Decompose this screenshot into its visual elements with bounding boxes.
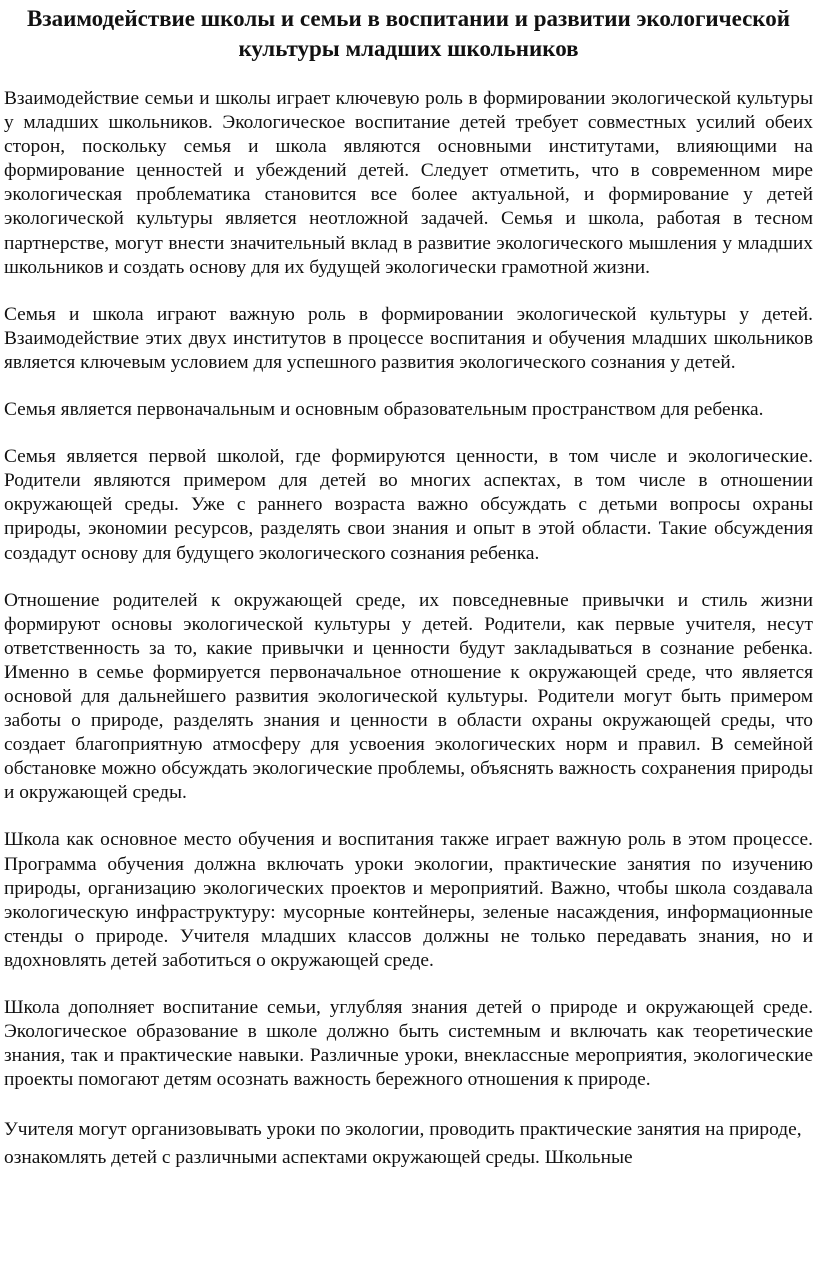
- paragraph-school-complements: Школа дополняет воспитание семьи, углубляя знания детей о природе и окружающей среде. Экологическое образование в школе должно быть системным и включать как теоретические знания, так и практические навыки. Различные уроки, внеклассные мероприятия, экологические проекты помогают детям осознать важность бережного отношения к природе.: [4, 997, 813, 1091]
- paragraph-teachers: Учителя могут организовывать уроки по экологии, проводить практические занятия на природе, ознакомлять детей с различными аспектами окружающей среды. Школьные: [4, 1119, 802, 1169]
- paragraph-family-first-school: Семья является первой школой, где формируются ценности, в том числе и экологические. Родители являются примером для детей во многих аспектах, в том числе в отношении окружающей среды. Уже с раннего возраста важно обсуждать с детьми вопросы охраны природы, экономии ресурсов, разделять свои знания и опыт в этой области. Такие обсуждения создадут основу для будущего экологического сознания ребенка.: [4, 446, 813, 564]
- document-title: Взаимодействие школы и семьи в воспитании и развитии экологической культуры младших школьников: [26, 6, 791, 61]
- paragraph-family-primary-space: Семья является первоначальным и основным образовательным пространством для ребенка.: [4, 399, 764, 421]
- paragraph-intro: Взаимодействие семьи и школы играет ключевую роль в формировании экологической культуры у младших школьников. Экологическое воспитание детей требует совместных усилий обеих сторон, поскольку семья и школа являются основными институтами, влияющими на формирование ценностей и убеждений детей. Следует отметить, что в современном мире экологическая проблематика становится все более актуальной, и формирование у детей экологической культуры является неотложной задачей. Семья и школа, работая в тесном партнерстве, могут внести значительный вклад в развитие экологического мышления у младших школьников и создать основу для их будущей экологически грамотной жизни.: [4, 88, 813, 278]
- paragraph-school-role: Школа как основное место обучения и воспитания также играет важную роль в этом процессе. Программа обучения должна включать уроки экологии, практические занятия по изучению природы, организацию экологических проектов и мероприятий. Важно, чтобы школа создавала экологическую инфраструктуру: мусорные контейнеры, зеленые насаждения, информационные стенды о природе. Учителя младших классов должны не только передавать знания, но и вдохновлять детей заботиться о окружающей среде.: [4, 829, 813, 971]
- paragraph-parents-attitude: Отношение родителей к окружающей среде, их повседневные привычки и стиль жизни формируют основы экологической культуры у детей. Родители, как первые учителя, несут ответственность за то, какие привычки и ценности будут закладываться в сознание ребенка. Именно в семье формируется первоначальное отношение к окружающей среде, что является основой для дальнейшего развития экологической культуры. Родители могут быть примером заботы о природе, разделять знания и ценности в области охраны окружающей среды, что создает благоприятную атмосферу для усвоения экологических норм и правил. В семейной обстановке можно обсуждать экологические проблемы, объяснять важность сохранения природы и окружающей среды.: [4, 589, 813, 804]
- paragraph-family-school-role: Семья и школа играют важную роль в формировании экологической культуры у детей. Взаимодействие этих двух институтов в процессе воспитания и обучения младших школьников является ключевым условием для успешного развития экологического сознания у детей.: [4, 303, 813, 373]
